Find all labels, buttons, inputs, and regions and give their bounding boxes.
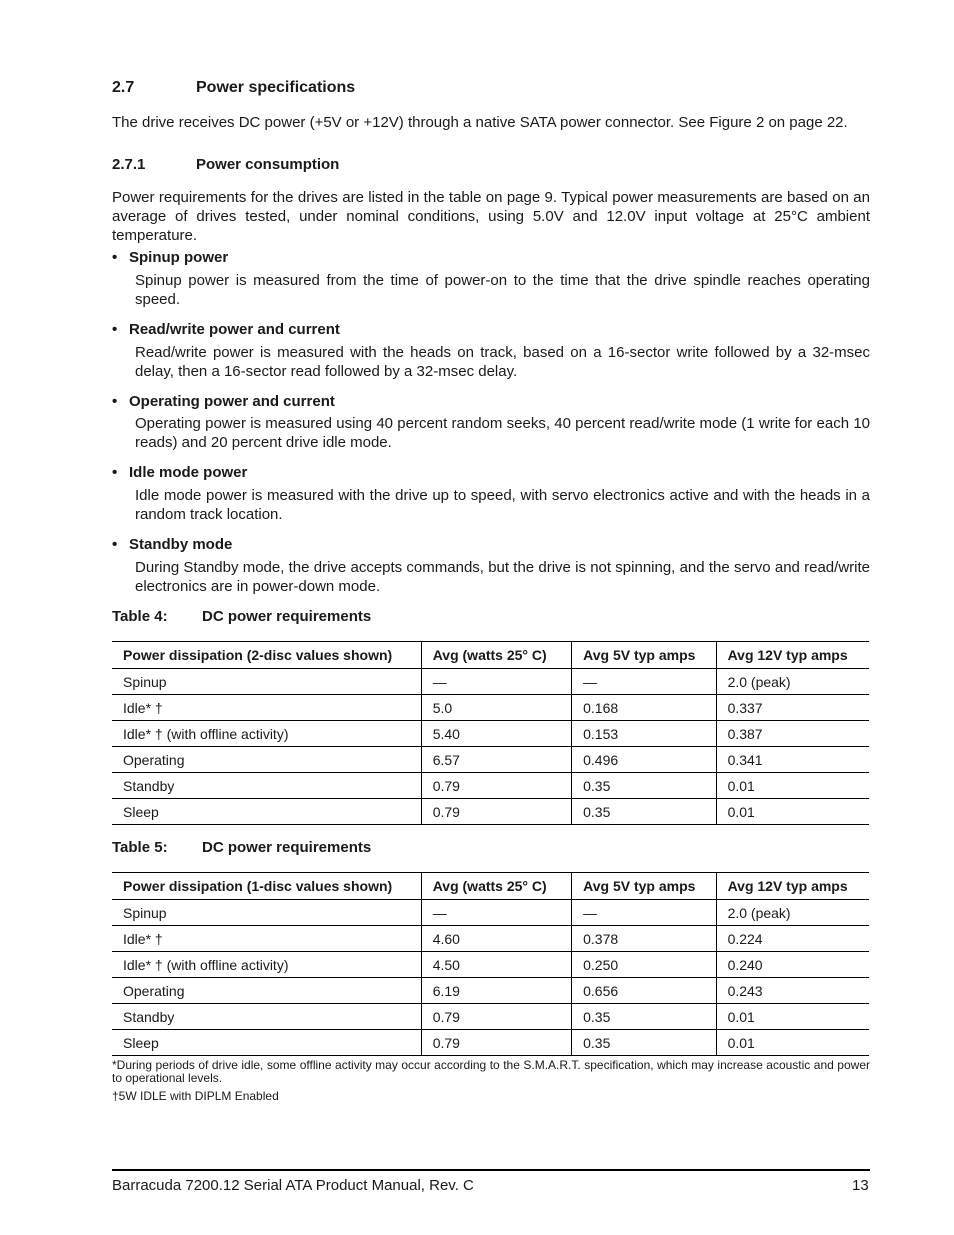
column-header: Avg 12V typ amps xyxy=(716,873,869,900)
column-header: Avg 5V typ amps xyxy=(572,642,716,669)
subsection-title: Power consumption xyxy=(196,156,340,173)
footer-divider xyxy=(112,1169,870,1171)
table-cell: 0.35 xyxy=(572,1004,716,1030)
table-cell: 0.79 xyxy=(421,799,571,825)
bullet-label: Read/write power and current xyxy=(129,321,340,338)
bullet-dot: • xyxy=(112,393,118,410)
table-cell: — xyxy=(572,669,716,695)
bullet-label: Spinup power xyxy=(129,249,229,266)
table-cell: 0.240 xyxy=(716,952,869,978)
bullet-dot: • xyxy=(112,321,118,338)
bullet-body-operating: Operating power is measured using 40 percent random seeks, 40 percent read/write mode (1 write for each 10 reads) and 20 percent drive idle mode. xyxy=(135,415,870,451)
bullet-title-readwrite xyxy=(112,321,340,338)
table-row xyxy=(112,900,869,926)
table-cell: 0.35 xyxy=(572,773,716,799)
table-cell: 0.243 xyxy=(716,978,869,1004)
page-number: 13 xyxy=(852,1177,869,1194)
footnote-dagger: †5W IDLE with DIPLM Enabled xyxy=(112,1089,279,1103)
table-row xyxy=(112,926,869,952)
table-row xyxy=(112,773,869,799)
table-cell: 0.79 xyxy=(421,773,571,799)
table-cell: 4.50 xyxy=(421,952,571,978)
table-cell: 0.79 xyxy=(421,1004,571,1030)
table-4-caption xyxy=(112,608,371,625)
table-cell: 0.01 xyxy=(716,1004,869,1030)
footer-document-title: Barracuda 7200.12 Serial ATA Product Manual, Rev. C xyxy=(112,1177,474,1194)
table-row xyxy=(112,1030,869,1056)
table-cell: 0.35 xyxy=(572,799,716,825)
bullet-label: Idle mode power xyxy=(129,464,248,481)
table-cell: 0.656 xyxy=(572,978,716,1004)
bullet-body-spinup: Spinup power is measured from the time of power-on to the time that the drive spindle reaches operating speed. xyxy=(135,272,870,308)
table-cell: — xyxy=(421,669,571,695)
bullet-body-standby: During Standby mode, the drive accepts commands, but the drive is not spinning, and the servo and read/write electronics are in power-down mode. xyxy=(135,559,870,595)
table-5 xyxy=(112,872,869,1056)
bullet-label: Standby mode xyxy=(129,536,233,553)
table-cell: Idle* † xyxy=(112,926,421,952)
table-row xyxy=(112,978,869,1004)
section-intro: The drive receives DC power (+5V or +12V) through a native SATA power connector. See Figure 2 on page 22. xyxy=(112,114,848,131)
table-row xyxy=(112,669,869,695)
table-cell: Sleep xyxy=(112,799,421,825)
table-cell: 0.35 xyxy=(572,1030,716,1056)
table-cell: 0.224 xyxy=(716,926,869,952)
bullet-dot: • xyxy=(112,249,118,266)
table-cell: Spinup xyxy=(112,669,421,695)
table-title: DC power requirements xyxy=(202,839,372,856)
table-cell: 0.168 xyxy=(572,695,716,721)
table-cell: 4.60 xyxy=(421,926,571,952)
bullet-title-spinup xyxy=(112,249,228,266)
table-cell: Standby xyxy=(112,773,421,799)
bullet-title-operating xyxy=(112,393,335,410)
table-cell: Idle* † (with offline activity) xyxy=(112,721,421,747)
section-title: Power specifications xyxy=(196,79,356,96)
column-header: Avg 12V typ amps xyxy=(716,642,869,669)
table-cell: 5.0 xyxy=(421,695,571,721)
table-cell: 0.01 xyxy=(716,799,869,825)
table-cell: 6.57 xyxy=(421,747,571,773)
table-cell: 6.19 xyxy=(421,978,571,1004)
column-header: Avg (watts 25° C) xyxy=(421,873,571,900)
section-heading xyxy=(112,79,355,97)
table-cell: Sleep xyxy=(112,1030,421,1056)
table-row xyxy=(112,721,869,747)
column-header: Avg (watts 25° C) xyxy=(421,642,571,669)
table-cell: 0.337 xyxy=(716,695,869,721)
footnote-star: *During periods of drive idle, some offline activity may occur according to the S.M.A.R.T. specification, which may increase acoustic and power to operational levels. xyxy=(112,1058,870,1085)
bullet-title-standby xyxy=(112,536,232,553)
bullet-title-idle xyxy=(112,464,247,481)
subsection-number: 2.7.1 xyxy=(112,156,146,173)
table-row xyxy=(112,747,869,773)
table-header-row xyxy=(112,873,869,900)
table-cell: 0.250 xyxy=(572,952,716,978)
table-cell: — xyxy=(572,900,716,926)
table-cell: 2.0 (peak) xyxy=(716,669,869,695)
table-cell: Standby xyxy=(112,1004,421,1030)
table-cell: 0.341 xyxy=(716,747,869,773)
bullet-body-idle: Idle mode power is measured with the drive up to speed, with servo electronics active and with the heads in a random track location. xyxy=(135,487,870,523)
column-header: Power dissipation (2-disc values shown) xyxy=(112,642,421,669)
bullet-dot: • xyxy=(112,464,118,481)
table-cell: 0.79 xyxy=(421,1030,571,1056)
table-cell: 0.378 xyxy=(572,926,716,952)
table-cell: Operating xyxy=(112,978,421,1004)
table-cell: Operating xyxy=(112,747,421,773)
column-header: Avg 5V typ amps xyxy=(572,873,716,900)
table-row xyxy=(112,799,869,825)
table-cell: — xyxy=(421,900,571,926)
table-header-row xyxy=(112,642,869,669)
table-cell: 2.0 (peak) xyxy=(716,900,869,926)
table-cell: 0.496 xyxy=(572,747,716,773)
table-cell: 0.01 xyxy=(716,773,869,799)
table-cell: 0.387 xyxy=(716,721,869,747)
table-label: Table 4: xyxy=(112,608,168,625)
bullet-dot: • xyxy=(112,536,118,553)
table-cell: 0.153 xyxy=(572,721,716,747)
table-label: Table 5: xyxy=(112,839,168,856)
bullet-body-readwrite: Read/write power is measured with the heads on track, based on a 16-sector write followed by a 32-msec delay, then a 16-sector read followed by a 32-msec delay. xyxy=(135,344,870,380)
table-cell: 0.01 xyxy=(716,1030,869,1056)
table-cell: 5.40 xyxy=(421,721,571,747)
table-5-caption xyxy=(112,839,371,856)
section-number: 2.7 xyxy=(112,79,135,96)
table-cell: Idle* † (with offline activity) xyxy=(112,952,421,978)
column-header: Power dissipation (1-disc values shown) xyxy=(112,873,421,900)
table-cell: Spinup xyxy=(112,900,421,926)
table-4 xyxy=(112,641,869,825)
bullet-label: Operating power and current xyxy=(129,393,335,410)
table-title: DC power requirements xyxy=(202,608,372,625)
table-row xyxy=(112,695,869,721)
subsection-heading xyxy=(112,156,339,173)
subsection-intro: Power requirements for the drives are listed in the table on page 9. Typical power measurements are based on an average of drives tested, under nominal conditions, using 5.0V and 12.0V input voltage at 25°C ambient temperature. xyxy=(112,189,870,244)
table-cell: Idle* † xyxy=(112,695,421,721)
table-row xyxy=(112,952,869,978)
table-row xyxy=(112,1004,869,1030)
